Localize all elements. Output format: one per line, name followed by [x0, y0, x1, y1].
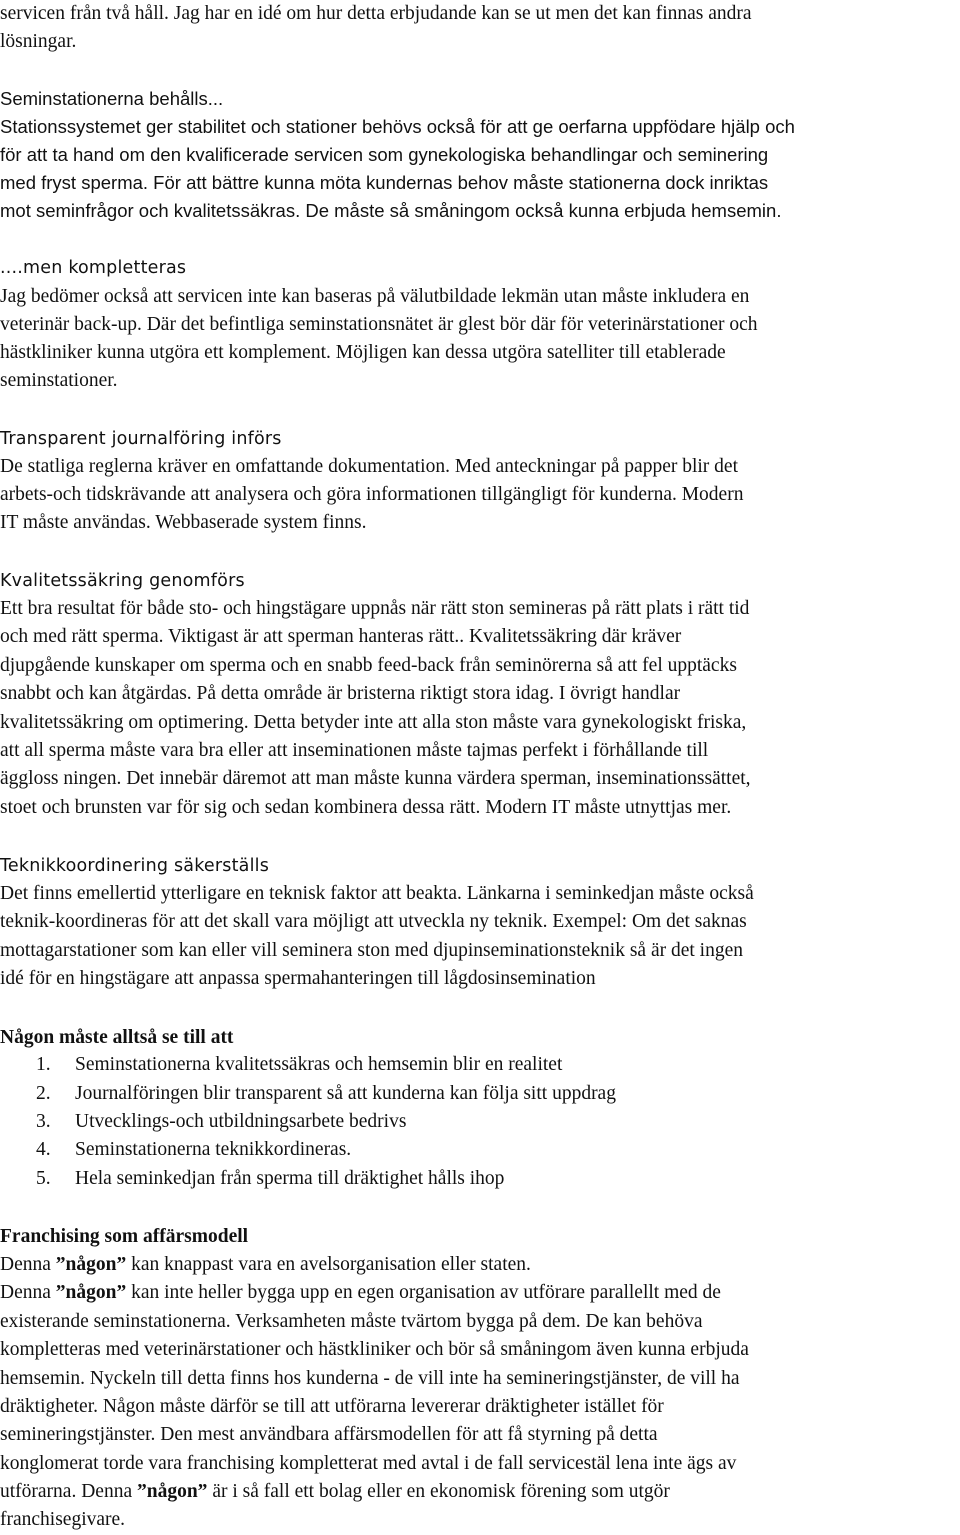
- list-item-text: Utvecklings-och utbildningsarbete bedrivs: [75, 1111, 407, 1132]
- text-line: existerande seminstationerna. Verksamheten måste tvärtom bygga på dem. De kan behöva: [0, 1311, 703, 1332]
- list-item-text: Hela seminkedjan från sperma till dräktighet hålls ihop: [75, 1168, 505, 1189]
- section-heading: ....men kompletteras: [0, 258, 187, 278]
- text-fragment: utförarna. Denna: [0, 1481, 137, 1502]
- text-line: veterinär back-up. Där det befintliga seminstationsnätet är glest bör där för veterinärstationer och: [0, 314, 758, 335]
- list-heading: Någon måste alltså se till att: [0, 1027, 234, 1048]
- list-item-text: Seminstationerna kvalitetssäkras och hemsemin blir en realitet: [75, 1054, 563, 1075]
- list-item-text: Journalföringen blir transparent så att kunderna kan följa sitt uppdrag: [75, 1083, 616, 1104]
- text-line: djupgående kunskaper om sperma och en snabb feed-back från seminörerna så att fel upptäcks: [0, 655, 737, 676]
- text-line: IT måste användas. Webbaserade system finns.: [0, 512, 367, 533]
- text-line: arbets-och tidskrävande att analysera och göra informationen tillgängligt för kunderna. Modern: [0, 484, 744, 505]
- text-line: Stationssystemet ger stabilitet och stationer behövs också för att ge oerfarna uppfödare hjälp och: [0, 116, 795, 137]
- text-line: snabbt och kan åtgärdas. På detta område är bristerna riktigt stora idag. I övrigt handlar: [0, 683, 681, 704]
- text-fragment: Denna: [0, 1282, 56, 1303]
- text-line: [0, 1279, 721, 1307]
- text-line: stoet och brunsten var för sig och sedan kombinera dessa rätt. Modern IT måste utnyttjas mer.: [0, 797, 732, 818]
- text-line: och med rätt sperma. Viktigast är att sperman hanteras rätt.. Kvalitetssäkring där kräver: [0, 626, 682, 647]
- text-line: kvalitetssäkring om optimering. Detta betyder inte att alla ston måste vara gynekologiskt friska,: [0, 712, 747, 733]
- list-item-number: 1.: [36, 1054, 51, 1075]
- text-line: mottagarstationer som kan eller vill seminera ston med djupinseminationsteknik så är det ingen: [0, 940, 743, 961]
- list-item-number: 2.: [36, 1083, 51, 1104]
- list-item-number: 3.: [36, 1111, 51, 1132]
- text-line: seminstationer.: [0, 370, 118, 391]
- text-line: Jag bedömer också att servicen inte kan baseras på välutbildade lekmän utan måste inkludera en: [0, 286, 750, 307]
- emphasis-fragment: ”någon”: [55, 1282, 127, 1303]
- text-fragment: kan knappast vara en avelsorganisation eller staten.: [126, 1254, 531, 1275]
- text-line: dräktigheter. Någon måste därför se till att utförarna levererar dräktigheter istället för: [0, 1396, 664, 1417]
- list-item-number: 4.: [36, 1139, 51, 1160]
- section-heading-bold: Franchising som affärsmodell: [0, 1226, 249, 1247]
- text-line: hemsemin. Nyckeln till detta finns hos kunderna - de vill inte ha semineringstjänster, de vill ha: [0, 1368, 740, 1389]
- text-line: kompletteras med veterinärstationer och hästkliniker och bör så småningom även kunna erbjuda: [0, 1339, 749, 1360]
- text-line: lösningar.: [0, 31, 77, 52]
- text-line: Det finns emellertid ytterligare en teknisk faktor att beakta. Länkarna i seminkedjan måste också: [0, 883, 754, 904]
- text-line: teknik-koordineras för att det skall vara möjligt att utveckla ny teknik. Exempel: Om det saknas: [0, 911, 747, 932]
- emphasis-fragment: ”någon”: [55, 1254, 127, 1275]
- text-line: för att ta hand om den kvalificerade servicen som gynekologiska behandlingar och seminering: [0, 144, 769, 165]
- list-item-text: Seminstationerna teknikkordineras.: [75, 1139, 352, 1160]
- text-line: idé för en hingstägare att anpassa spermahanteringen till lågdosinsemination: [0, 968, 596, 989]
- text-line: hästkliniker kunna utgöra ett komplement. Möjligen kan dessa utgöra satelliter till etablerade: [0, 342, 726, 363]
- text-line: äggloss ningen. Det innebär däremot att man måste kunna värdera sperman, inseminationssättet,: [0, 768, 751, 789]
- text-line: med fryst sperma. För att bättre kunna möta kundernas behov måste stationerna dock inriktas: [0, 172, 769, 193]
- section-heading: Kvalitetssäkring genomförs: [0, 571, 245, 591]
- text-line: konglomerat torde vara franchising kompletterat med avtal i de fall servicestäl lena inte ägs av: [0, 1453, 737, 1474]
- list-item-number: 5.: [36, 1168, 51, 1189]
- text-line: [0, 1251, 531, 1279]
- text-line: franchisegivare.: [0, 1509, 126, 1530]
- text-line: [0, 1478, 670, 1506]
- text-fragment: är i så fall ett bolag eller en ekonomisk förening som utgör: [207, 1481, 670, 1502]
- text-line: semineringstjänster. Den mest användbara affärsmodellen för att få styrning på detta: [0, 1424, 658, 1445]
- section-subheading: Seminstationerna behålls...: [0, 88, 224, 109]
- section-heading: Teknikkoordinering säkerställs: [0, 856, 270, 876]
- section-heading: Transparent journalföring införs: [0, 429, 282, 449]
- text-line: De statliga reglerna kräver en omfattande dokumentation. Med anteckningar på papper blir det: [0, 456, 739, 477]
- text-line: att all sperma måste vara bra eller att inseminationen måste tajmas perfekt i förhållande till: [0, 740, 709, 761]
- text-line: mot seminfrågor och kvalitetssäkras. De måste så småningom också kunna erbjuda hemsemin.: [0, 200, 782, 221]
- emphasis-fragment: ”någon”: [136, 1481, 208, 1502]
- text-fragment: Denna: [0, 1254, 56, 1275]
- text-fragment: kan inte heller bygga upp en egen organisation av utförare parallellt med de: [126, 1282, 721, 1303]
- text-line: servicen från två håll. Jag har en idé om hur detta erbjudande kan se ut men det kan finnas andra: [0, 3, 752, 24]
- text-line: Ett bra resultat för både sto- och hingstägare uppnås när rätt ston semineras på rätt plats i rätt tid: [0, 598, 750, 619]
